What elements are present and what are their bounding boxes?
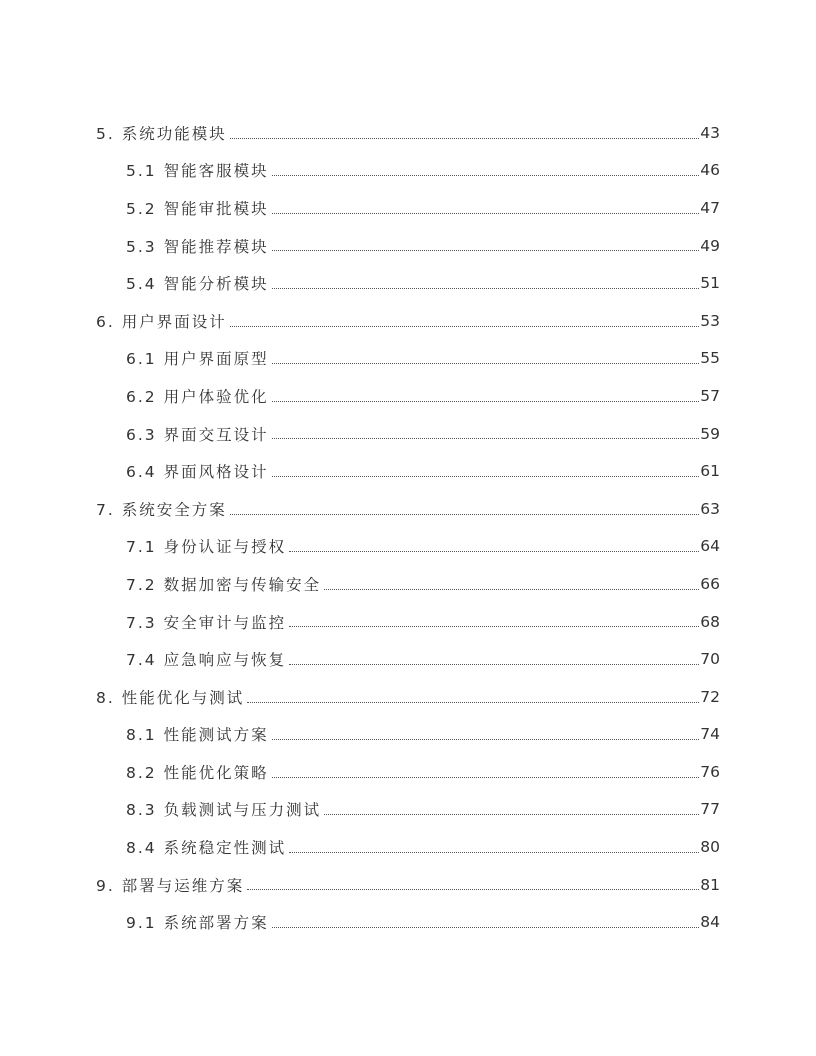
toc-subsection-entry[interactable] xyxy=(0,640,816,678)
toc-page-number: 49 xyxy=(700,236,720,255)
toc-entry-title: 9. 部署与运维方案 xyxy=(96,876,245,895)
toc-entry-title: 7.2 数据加密与传输安全 xyxy=(126,575,322,594)
toc-dot-leader xyxy=(272,175,700,176)
toc-dot-leader xyxy=(272,438,700,439)
toc-page-number: 61 xyxy=(700,462,720,481)
toc-entry-title: 9.1 系统部署方案 xyxy=(126,914,269,933)
toc-subsection-entry[interactable] xyxy=(0,377,816,415)
toc-entry-title: 7.4 应急响应与恢复 xyxy=(126,651,287,670)
toc-entry-title: 8. 性能优化与测试 xyxy=(96,688,245,707)
toc-entry-title: 6.2 用户体验优化 xyxy=(126,387,269,406)
toc-page-number: 63 xyxy=(700,499,720,518)
table-of-contents xyxy=(0,114,816,941)
toc-entry-title: 7. 系统安全方案 xyxy=(96,500,227,519)
toc-entry-title: 7.1 身份认证与授权 xyxy=(126,538,287,557)
toc-subsection-entry[interactable] xyxy=(0,227,816,265)
toc-page-number: 55 xyxy=(700,349,720,368)
toc-dot-leader xyxy=(289,551,699,552)
toc-dot-leader xyxy=(272,401,700,402)
toc-dot-leader xyxy=(247,702,699,703)
toc-section-entry[interactable] xyxy=(0,490,816,528)
toc-page-number: 51 xyxy=(700,274,720,293)
toc-subsection-entry[interactable] xyxy=(0,828,816,866)
toc-dot-leader xyxy=(289,626,699,627)
toc-page-number: 70 xyxy=(700,650,720,669)
toc-dot-leader xyxy=(230,138,700,139)
toc-dot-leader xyxy=(272,250,700,251)
toc-page-number: 77 xyxy=(700,800,720,819)
toc-subsection-entry[interactable] xyxy=(0,903,816,941)
toc-section-entry[interactable] xyxy=(0,866,816,904)
toc-page-number: 57 xyxy=(700,386,720,405)
toc-page-number: 84 xyxy=(700,913,720,932)
toc-page-number: 47 xyxy=(700,198,720,217)
toc-entry-title: 6.1 用户界面原型 xyxy=(126,350,269,369)
toc-subsection-entry[interactable] xyxy=(0,753,816,791)
toc-section-entry[interactable] xyxy=(0,302,816,340)
toc-dot-leader xyxy=(272,213,700,214)
toc-subsection-entry[interactable] xyxy=(0,152,816,190)
toc-dot-leader xyxy=(272,927,700,928)
toc-page-number: 81 xyxy=(700,875,720,894)
toc-subsection-entry[interactable] xyxy=(0,415,816,453)
toc-section-entry[interactable] xyxy=(0,114,816,152)
toc-dot-leader xyxy=(324,589,699,590)
toc-dot-leader xyxy=(272,288,700,289)
toc-dot-leader xyxy=(247,889,699,890)
toc-entry-title: 8.4 系统稳定性测试 xyxy=(126,839,287,858)
toc-dot-leader xyxy=(289,852,699,853)
toc-dot-leader xyxy=(230,514,700,515)
toc-page-number: 64 xyxy=(700,537,720,556)
toc-subsection-entry[interactable] xyxy=(0,565,816,603)
toc-entry-title: 8.3 负载测试与压力测试 xyxy=(126,801,322,820)
toc-entry-title: 6.4 界面风格设计 xyxy=(126,463,269,482)
toc-dot-leader xyxy=(272,476,700,477)
toc-subsection-entry[interactable] xyxy=(0,791,816,829)
toc-subsection-entry[interactable] xyxy=(0,264,816,302)
toc-section-entry[interactable] xyxy=(0,678,816,716)
toc-dot-leader xyxy=(230,326,700,327)
toc-page-number: 53 xyxy=(700,311,720,330)
toc-page-number: 80 xyxy=(700,838,720,857)
toc-entry-title: 5. 系统功能模块 xyxy=(96,124,227,143)
toc-entry-title: 5.3 智能推荐模块 xyxy=(126,237,269,256)
toc-entry-title: 7.3 安全审计与监控 xyxy=(126,613,287,632)
toc-page-number: 72 xyxy=(700,687,720,706)
toc-entry-title: 8.1 性能测试方案 xyxy=(126,726,269,745)
toc-subsection-entry[interactable] xyxy=(0,189,816,227)
toc-dot-leader xyxy=(289,664,699,665)
toc-entry-title: 5.1 智能客服模块 xyxy=(126,162,269,181)
toc-subsection-entry[interactable] xyxy=(0,603,816,641)
toc-entry-title: 5.2 智能审批模块 xyxy=(126,199,269,218)
toc-entry-title: 8.2 性能优化策略 xyxy=(126,763,269,782)
toc-subsection-entry[interactable] xyxy=(0,716,816,754)
toc-subsection-entry[interactable] xyxy=(0,528,816,566)
toc-page-number: 66 xyxy=(700,574,720,593)
toc-page-number: 46 xyxy=(700,161,720,180)
toc-page-number: 74 xyxy=(700,725,720,744)
toc-entry-title: 6.3 界面交互设计 xyxy=(126,425,269,444)
toc-dot-leader xyxy=(272,777,700,778)
toc-dot-leader xyxy=(272,739,700,740)
toc-subsection-entry[interactable] xyxy=(0,452,816,490)
toc-page-number: 59 xyxy=(700,424,720,443)
toc-page-number: 76 xyxy=(700,762,720,781)
toc-page-number: 68 xyxy=(700,612,720,631)
toc-page-number: 43 xyxy=(700,123,720,142)
toc-subsection-entry[interactable] xyxy=(0,340,816,378)
toc-entry-title: 6. 用户界面设计 xyxy=(96,312,227,331)
toc-dot-leader xyxy=(324,814,699,815)
toc-entry-title: 5.4 智能分析模块 xyxy=(126,275,269,294)
toc-dot-leader xyxy=(272,363,700,364)
